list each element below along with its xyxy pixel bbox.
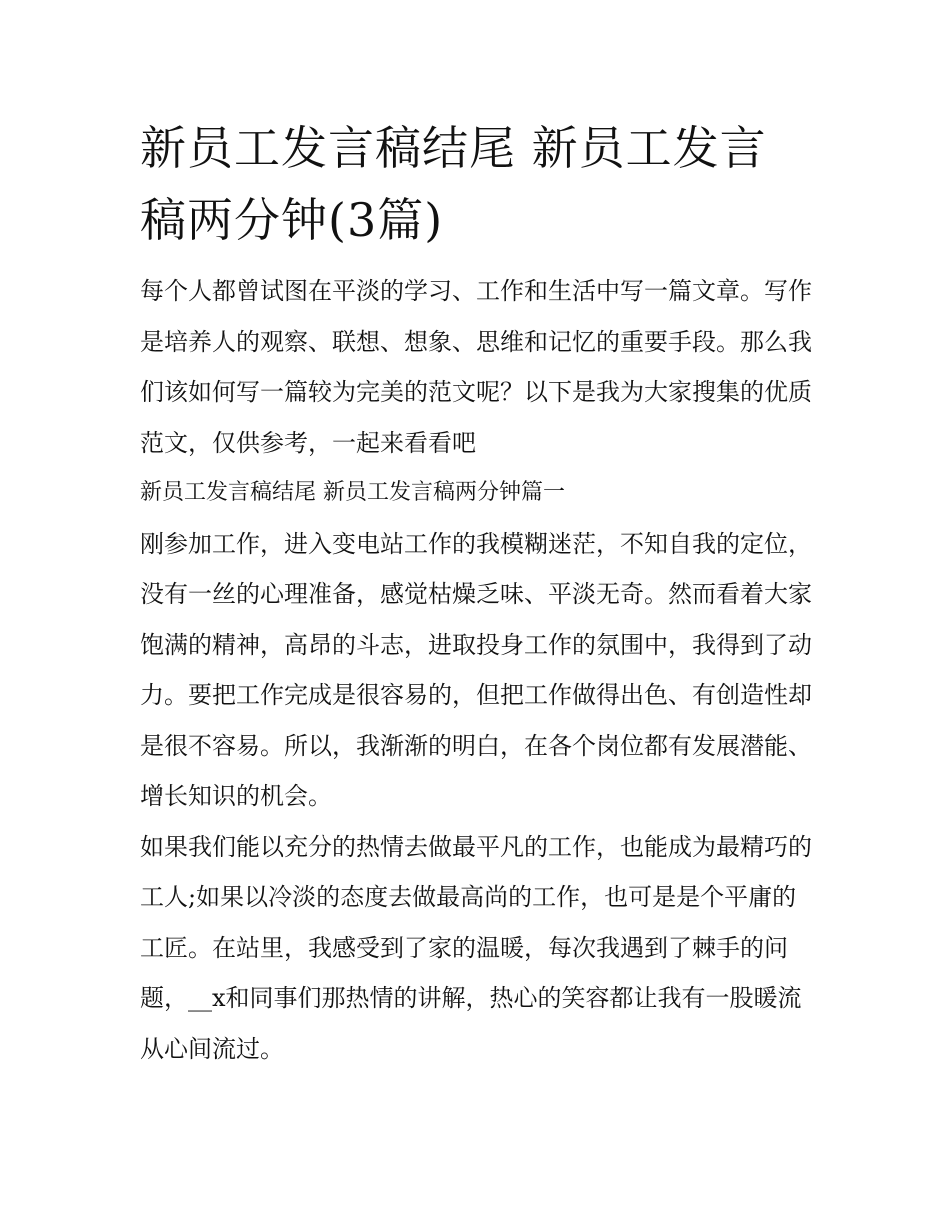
body-paragraph-2: 如果我们能以充分的热情去做最平凡的工作，也能成为最精巧的工人;如果以冷淡的态度去做最高尚的工作，也可是是个平庸的工匠。在站里，我感受到了家的温暖，每次我遇到了棘手的问题，__x和同事们那热情的讲解，热心的笑容都让我有一股暖流从心间流过。 bbox=[140, 832, 812, 1063]
document-title: 新员工发言稿结尾 新员工发言稿两分钟(3篇) bbox=[140, 121, 767, 247]
body-paragraph-1: 刚参加工作，进入变电站工作的我模糊迷茫，不知自我的定位，没有一丝的心理准备，感觉枯燥乏味、平淡无奇。然而看着大家饱满的精神，高昂的斗志，进取投身工作的氛围中，我得到了动力。要把工作完成是很容易的，但把工作做得出色、有创造性却是很不容易。所以，我渐渐的明白，在各个岗位都有发展潜能、增长知识的机会。 bbox=[140, 529, 812, 810]
document-body bbox=[140, 112, 812, 1074]
intro-paragraph: 每个人都曾试图在平淡的学习、工作和生活中写一篇文章。写作是培养人的观察、联想、想象、思维和记忆的重要手段。那么我们该如何写一篇较为完美的范文呢？以下是我为大家搜集的优质范文，仅供参考，一起来看看吧 bbox=[140, 277, 812, 457]
section-heading: 新员工发言稿结尾 新员工发言稿两分钟篇一 bbox=[140, 480, 565, 505]
